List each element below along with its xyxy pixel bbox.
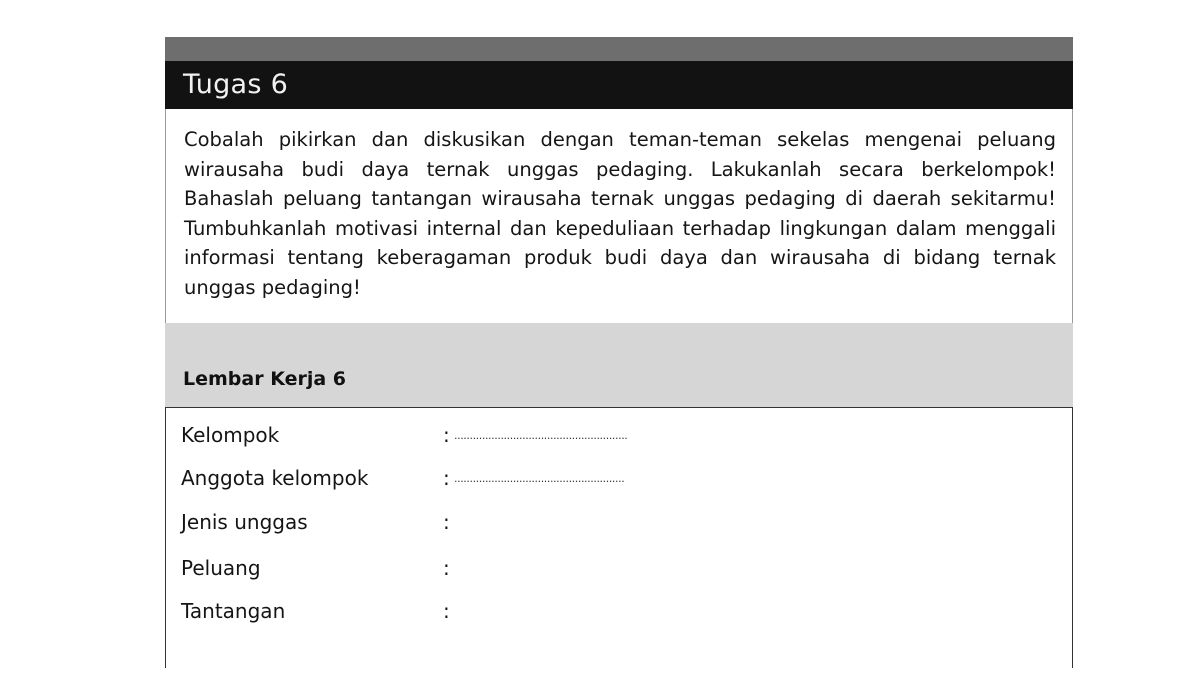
field-label: Peluang [181,556,261,580]
field-label: Kelompok [181,423,280,447]
form-row-jenis-unggas [181,508,1041,536]
instruction-text: Cobalah pikirkan dan diskusikan dengan teman-teman sekelas mengenai peluang wirausaha budi daya ternak unggas pedaging. Lakukanlah secara berkelompok! Bahaslah peluang tantangan wirausaha ternak unggas pedaging di daerah sekitarmu! Tumbuhkanlah motivasi internal dan kepeduliaan terhadap lingkungan dalam menggali informasi tentang keberagaman produk budi daya dan wirausaha di bidang ternak unggas pedaging! [184,128,1056,299]
fill-in-line[interactable]: ........................................................ [454,429,628,442]
form-row-anggota-kelompok [181,464,1041,492]
worksheet-title: Lembar Kerja 6 [183,368,347,390]
task-card [165,37,1073,657]
field-colon: : [443,556,450,580]
task-title: Tugas 6 [183,69,289,100]
worksheet-header-band [165,323,1073,407]
form-row-tantangan [181,597,1041,625]
form-row-peluang [181,554,1041,582]
field-colon: : [443,510,450,534]
task-title-bar [165,61,1073,109]
worksheet-form [165,407,1073,668]
field-label: Jenis unggas [181,510,308,534]
field-colon: : [443,423,450,447]
top-gray-strip [165,37,1073,61]
instruction-box [165,109,1073,323]
field-label: Tantangan [181,599,286,623]
form-row-kelompok [181,421,1041,449]
field-label: Anggota kelompok [181,466,369,490]
fill-in-line[interactable]: ....................................................... [454,472,625,485]
field-colon: : [443,466,450,490]
field-colon: : [443,599,450,623]
